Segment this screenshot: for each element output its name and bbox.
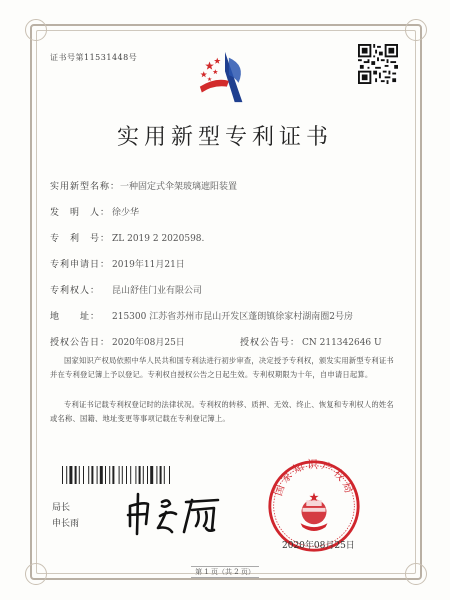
grant-date-value: 2020年08月25日 bbox=[112, 338, 185, 348]
grant-date-row bbox=[50, 335, 185, 348]
barcode-bar bbox=[150, 466, 153, 484]
director-title: 局长 bbox=[52, 503, 71, 513]
barcode-bar bbox=[105, 466, 106, 484]
inventor-row bbox=[50, 205, 139, 218]
utility-model-name-label: 实用新型名称： bbox=[50, 182, 121, 192]
patentee-value: 昆山舒佳门业有限公司 bbox=[112, 286, 203, 296]
filing-date-value: 2019年11月21日 bbox=[112, 260, 185, 270]
statement-paragraph: 国家知识产权局依照中华人民共和国专利法进行初步审查，决定授予专利权，颁发实用新型专利证书并在专利登记簿上予以登记。专利权自授权公告之日起生效。专利权期限为十年，自申请日起算。 bbox=[50, 356, 394, 379]
barcode-bar bbox=[160, 466, 162, 484]
director-name: 申长雨 bbox=[52, 519, 80, 529]
patent-number-value: ZL 2019 2 2020598. bbox=[112, 234, 205, 244]
barcode-bar bbox=[169, 466, 170, 484]
barcode-bar bbox=[100, 466, 103, 484]
barcode-bar bbox=[164, 466, 165, 484]
barcode-bar bbox=[119, 466, 120, 484]
page-number bbox=[0, 566, 450, 578]
patent-office-emblem-icon bbox=[196, 48, 254, 106]
barcode-bar bbox=[88, 466, 89, 484]
seal-date: 2020年08月25日 bbox=[282, 541, 355, 551]
barcode-bar bbox=[62, 466, 63, 484]
barcode-bar bbox=[139, 466, 141, 484]
certificate-number: 证书号第11531448号 bbox=[50, 53, 138, 62]
barcode-bar bbox=[156, 466, 157, 484]
grant-number-row bbox=[240, 335, 382, 348]
barcode-bar bbox=[147, 466, 148, 484]
barcode bbox=[62, 466, 222, 484]
patentee-label: 专利权人： bbox=[50, 286, 101, 296]
address-row bbox=[50, 309, 353, 322]
barcode-bar bbox=[66, 466, 67, 484]
document-title: 实用新型专利证书 bbox=[116, 125, 333, 150]
barcode-bar bbox=[75, 466, 77, 484]
filing-date-row bbox=[50, 257, 185, 270]
page-number-text: 第 1 页（共 2 页） bbox=[191, 566, 259, 578]
barcode-bar bbox=[79, 466, 80, 484]
patent-number-row bbox=[50, 231, 204, 244]
barcode-bar bbox=[83, 466, 84, 484]
patentee-row bbox=[50, 283, 202, 296]
barcode-bar bbox=[130, 466, 131, 484]
patent-number-label: 专 利 号： bbox=[50, 234, 111, 244]
barcode-bar bbox=[97, 466, 98, 484]
filing-date-label: 专利申请日： bbox=[50, 260, 111, 270]
qr-code-icon bbox=[358, 44, 398, 84]
address-label: 地 址： bbox=[50, 312, 101, 322]
barcode-bar bbox=[112, 466, 114, 484]
barcode-bar bbox=[122, 466, 123, 484]
barcode-bar bbox=[143, 466, 144, 484]
barcode-bar bbox=[69, 466, 72, 484]
barcode-bar bbox=[91, 466, 93, 484]
address-value: 215300 江苏省苏州市昆山开发区蓬朗镇徐家村湖南圈2号房 bbox=[112, 312, 353, 322]
barcode-bar bbox=[126, 466, 127, 484]
director-signature bbox=[122, 488, 232, 540]
inventor-value: 徐少华 bbox=[112, 208, 140, 218]
barcode-bar bbox=[135, 466, 136, 484]
barcode-bar bbox=[109, 466, 110, 484]
utility-model-name-row bbox=[50, 179, 237, 192]
corner-ornament bbox=[405, 19, 427, 41]
statement-paragraph: 专利证书记载专利权登记时的法律状况。专利权的转移、质押、无效、终止、恢复和专利权人的姓名或名称、国籍、地址变更等事项记载在专利登记簿上。 bbox=[50, 400, 394, 423]
svg-text:国家知识产权局: 国家知识产权局 bbox=[272, 459, 356, 498]
utility-model-name-value: 一种固定式伞架玻璃遮阳装置 bbox=[120, 182, 238, 192]
inventor-label: 发 明 人： bbox=[50, 208, 111, 218]
corner-ornament bbox=[25, 19, 47, 41]
grant-number-label: 授权公告号： bbox=[240, 338, 301, 348]
grant-number-value: CN 211342646 U bbox=[302, 338, 382, 348]
grant-date-label: 授权公告日： bbox=[50, 338, 111, 348]
